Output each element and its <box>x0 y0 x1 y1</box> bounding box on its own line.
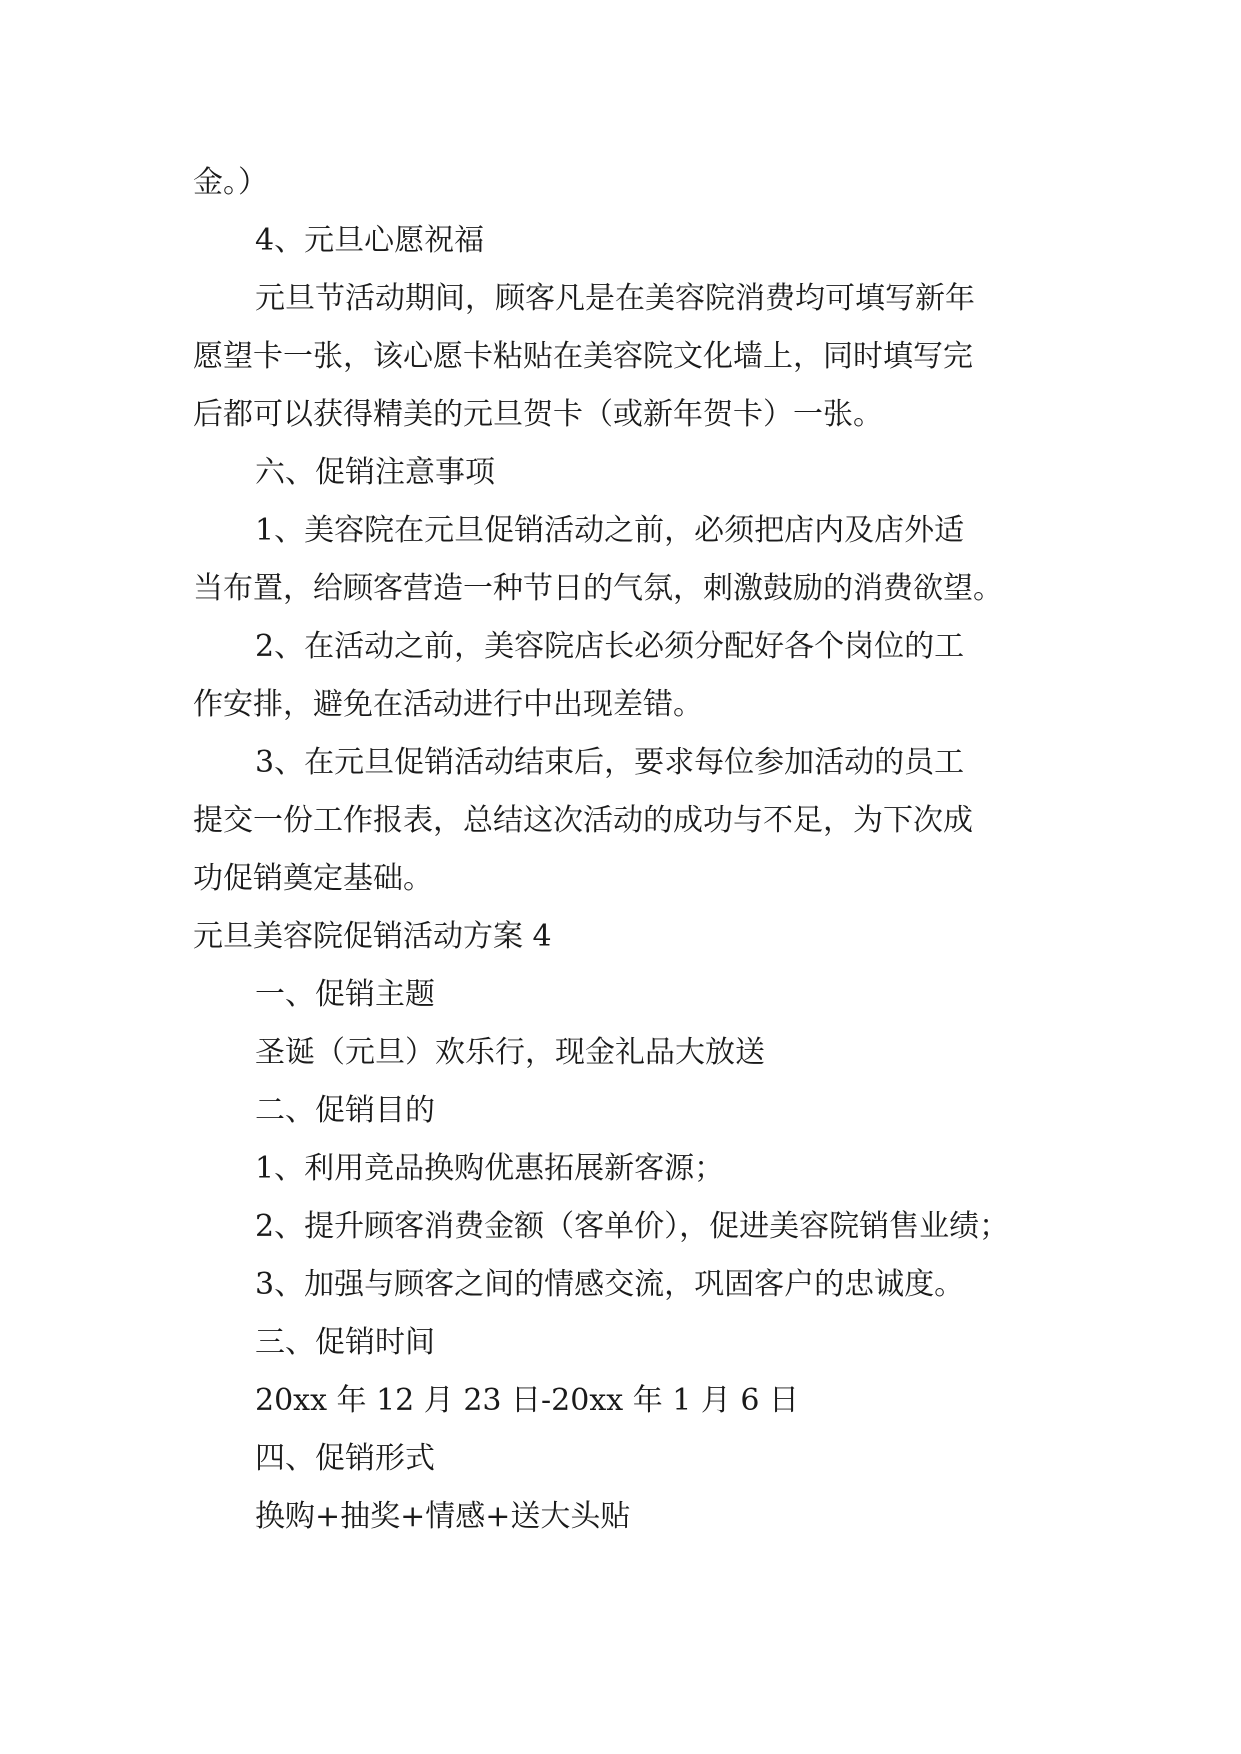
section-heading: 四、促销形式 <box>255 1441 435 1476</box>
paragraph-line: 功促销奠定基础。 <box>193 861 433 896</box>
paragraph-line: 作安排，避免在活动进行中出现差错。 <box>193 687 703 722</box>
list-item: 2、提升顾客消费金额（客单价），促进美容院销售业绩； <box>255 1209 1010 1244</box>
document-title: 元旦美容院促销活动方案 4 <box>193 919 552 954</box>
paragraph-line: 圣诞（元旦）欢乐行，现金礼品大放送 <box>255 1035 765 1070</box>
paragraph-line: 提交一份工作报表，总结这次活动的成功与不足，为下次成 <box>193 803 973 838</box>
section-heading: 六、促销注意事项 <box>255 455 495 490</box>
paragraph-line: 3、在元旦促销活动结束后，要求每位参加活动的员工 <box>255 745 965 780</box>
list-item: 3、加强与顾客之间的情感交流，巩固客户的忠诚度。 <box>255 1267 965 1302</box>
paragraph-line: 愿望卡一张，该心愿卡粘贴在美容院文化墙上，同时填写完 <box>193 339 973 374</box>
paragraph-line: 2、在活动之前，美容院店长必须分配好各个岗位的工 <box>255 629 965 664</box>
paragraph-line: 20xx 年 12 月 23 日-20xx 年 1 月 6 日 <box>255 1383 800 1418</box>
paragraph-line: 换购+抽奖+情感+送大头贴 <box>255 1499 631 1534</box>
section-heading: 一、促销主题 <box>255 977 435 1012</box>
section-heading: 4、元旦心愿祝福 <box>255 223 485 258</box>
paragraph-line: 元旦节活动期间，顾客凡是在美容院消费均可填写新年 <box>255 281 975 316</box>
paragraph-line: 后都可以获得精美的元旦贺卡（或新年贺卡）一张。 <box>193 397 883 432</box>
list-item: 1、利用竞品换购优惠拓展新客源； <box>255 1151 725 1186</box>
paragraph-line: 当布置，给顾客营造一种节日的气氛，刺激鼓励的消费欲望。 <box>193 571 1003 606</box>
paragraph-line: 1、美容院在元旦促销活动之前，必须把店内及店外适 <box>255 513 965 548</box>
section-heading: 三、促销时间 <box>255 1325 435 1360</box>
section-heading: 二、促销目的 <box>255 1093 435 1128</box>
text-line: 金。） <box>193 165 268 200</box>
